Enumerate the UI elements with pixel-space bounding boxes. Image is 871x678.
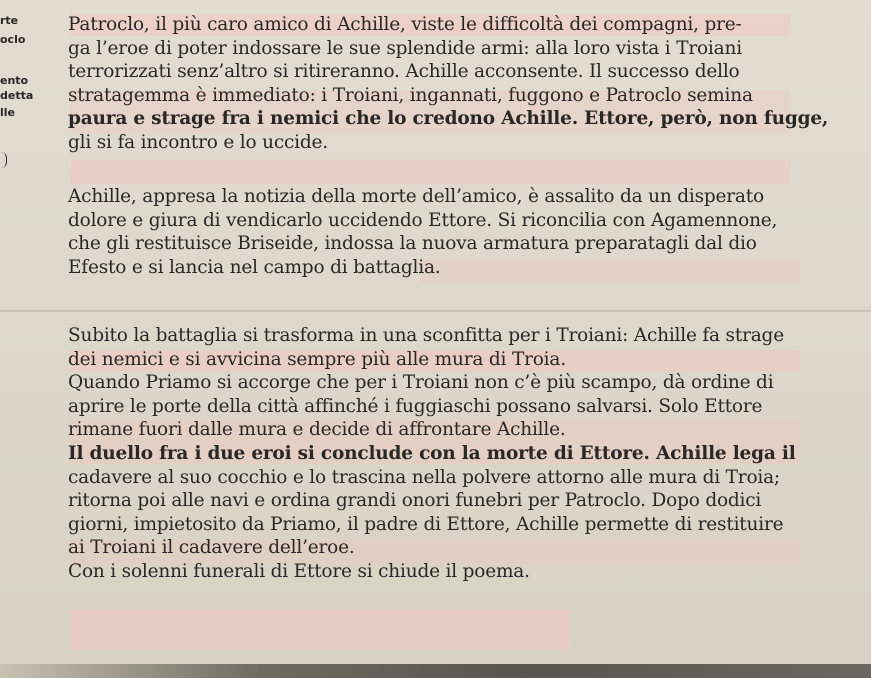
highlight-mark	[70, 160, 790, 184]
text-line: Achille, appresa la notizia della morte dell’amico, è assalito da un disperato	[68, 186, 764, 207]
margin-bracket	[0, 152, 7, 168]
paragraph-achille	[68, 185, 868, 279]
margin-note: ento	[0, 74, 29, 87]
text-line: dei nemici e si avvicina sempre più alle mura di Troia.	[68, 348, 566, 370]
page-bottom-edge	[0, 664, 871, 678]
text-line: Efesto e si lancia nel campo di battaglia.	[68, 256, 441, 278]
text-line: Con i solenni funerali di Ettore si chiude il poema.	[68, 560, 530, 582]
text-line: ai Troiani il cadavere dell’eroe.	[68, 537, 355, 559]
margin-note: lle	[0, 106, 16, 119]
text-line: Quando Priamo si accorge che per i Troiani non c’è più scampo, dà ordine di	[68, 372, 774, 394]
text-line: gli si fa incontro e lo uccide.	[68, 131, 328, 153]
text-line: ritorna poi alle navi e ordina grandi onori funebri per Patroclo. Dopo dodici	[68, 490, 762, 512]
margin-note: rte	[0, 14, 19, 27]
text-line: dolore e giura di vendicarlo uccidendo Ettore. Si riconcilia con Agamennone,	[68, 209, 778, 231]
margin-notes	[0, 0, 60, 140]
text-line: ga l’eroe di poter indossare le sue splendide armi: alla loro vista i Troiani	[68, 37, 742, 59]
text-line: Subito la battaglia si trasforma in una sconfitta per i Troiani: Achille fa strage	[68, 325, 784, 346]
text-line: Il duello fra i due eroi si conclude con la morte di Ettore. Achille lega il	[68, 442, 796, 464]
text-line: stratagemma è immediato: i Troiani, ingannati, fuggono e Patroclo semina	[68, 84, 753, 106]
text-line: giorni, impietosito da Priamo, il padre di Ettore, Achille permette di restituire	[68, 513, 784, 535]
section-divider	[0, 310, 871, 312]
text-line: aprire le porte della città affinché i fuggiaschi possano salvarsi. Solo Ettore	[68, 395, 763, 417]
text-line: che gli restituisce Briseide, indossa la nuova armatura preparatagli dal dio	[68, 233, 757, 255]
margin-note: oclo	[0, 33, 26, 46]
margin-note: detta	[0, 89, 34, 102]
text-line: rimane fuori dalle mura e decide di affrontare Achille.	[68, 419, 566, 441]
paragraph-patroclo	[68, 13, 868, 155]
highlight-mark	[70, 610, 570, 650]
text-line: Patroclo, il più caro amico di Achille, viste le difficoltà dei compagni, pre-	[68, 14, 742, 35]
text-line: terrorizzati senz’altro si ritireranno. Achille acconsente. Il successo dello	[68, 61, 740, 83]
text-line: cadavere al suo cocchio e lo trascina nella polvere attorno alle mura di Troia;	[68, 466, 780, 488]
paragraph-battaglia	[68, 324, 868, 584]
text-line: paura e strage fra i nemici che lo credono Achille. Ettore, però, non fugge,	[68, 108, 829, 130]
